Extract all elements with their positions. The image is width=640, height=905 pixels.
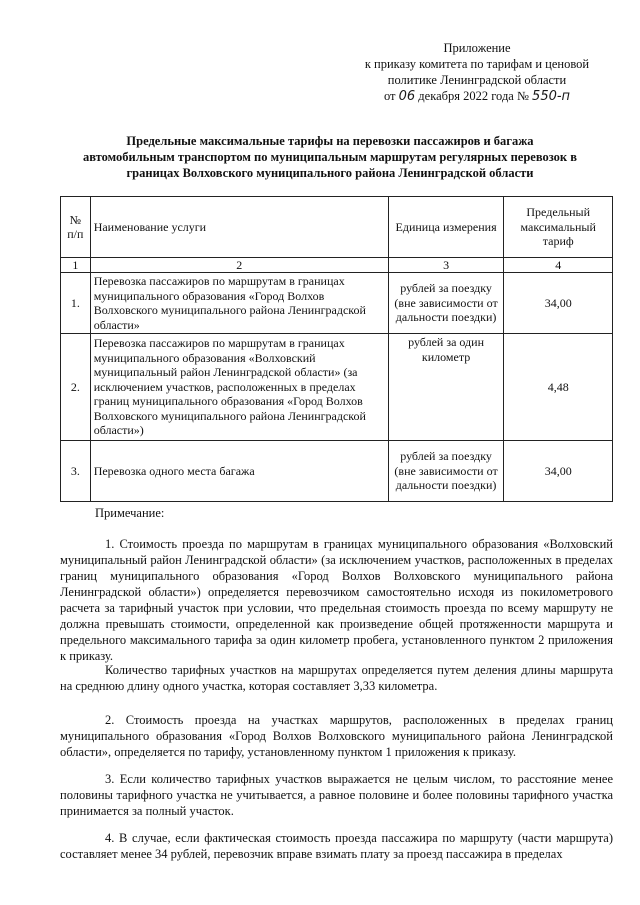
date-middle: декабря 2022 года № <box>418 89 529 103</box>
notes-label: Примечание: <box>95 506 165 520</box>
index-cell: 4 <box>504 258 613 273</box>
row-service-name: Перевозка пассажиров по маршрутам в границах муниципального образования «Волховский муниципальный район Ленинградской области» (за исключением участков, расположенных в пределах границ муниципального образования «Город Волхов Волховского муниципального района Ленинградской области») <box>90 334 388 441</box>
table-row <box>61 334 613 441</box>
note-paragraph-1 <box>60 536 613 664</box>
index-cell: 1 <box>61 258 91 273</box>
date-prefix: от <box>383 89 396 103</box>
row-price: 34,00 <box>504 441 613 502</box>
title-line-2: автомобильным транспортом по муниципальным маршрутам регулярных перевозок в <box>82 150 578 164</box>
tariffs-table <box>60 196 613 502</box>
appendix-title: Приложение <box>443 41 511 55</box>
note-paragraph-4 <box>60 771 613 819</box>
row-price: 4,48 <box>504 334 613 441</box>
note-paragraph-2 <box>60 662 613 694</box>
note-paragraph-5 <box>60 830 613 862</box>
table-header-row <box>61 197 613 258</box>
handwritten-day: 06 <box>398 89 416 104</box>
table-row <box>61 441 613 502</box>
note-text: 2. Стоимость проезда на участках маршрутов, расположенных в пределах границ муниципального образования «Город Волхов Волховского муниципального района Ленинградской области», определяется по тарифу, установленному пунктом 1 приложения к приказу. <box>60 713 613 759</box>
appendix-header <box>352 40 602 105</box>
note-text: 3. Если количество тарифных участков выражается не целым числом, то расстояние менее половины тарифного участка не учитывается, а равное половине и более половины тарифного участка принимается за полный участок. <box>60 772 613 818</box>
title-line-1: Предельные максимальные тарифы на перевозки пассажиров и багажа <box>126 134 534 148</box>
row-service-name: Перевозка пассажиров по маршрутам в границах муниципального образования «Город Волхов Волховского муниципального района Ленинградской области» <box>90 273 388 334</box>
row-service-name: Перевозка одного места багажа <box>90 441 388 502</box>
row-unit: рублей за один километр <box>388 334 504 441</box>
header-unit: Единица измерения <box>388 197 504 258</box>
handwritten-order-number: 550-п <box>532 89 571 104</box>
row-price: 34,00 <box>504 273 613 334</box>
appendix-line-2: политике Ленинградской области <box>387 73 567 87</box>
table-row <box>61 273 613 334</box>
index-cell: 2 <box>90 258 388 273</box>
note-text: Количество тарифных участков на маршрутах определяется путем деления длины маршрута на среднюю длину одного участка, которая составляет 3,33 километра. <box>60 663 613 693</box>
header-price: Предельный максимальный тариф <box>504 197 613 258</box>
row-unit: рублей за поездку (вне зависимости от дальности поездки) <box>388 273 504 334</box>
row-num: 3. <box>61 441 91 502</box>
note-paragraph-3 <box>60 712 613 760</box>
row-unit: рублей за поездку (вне зависимости от дальности поездки) <box>388 441 504 502</box>
appendix-line-1: к приказу комитета по тарифам и ценовой <box>364 57 590 71</box>
header-name: Наименование услуги <box>90 197 388 258</box>
document-title <box>60 133 600 181</box>
appendix-date-line <box>352 88 602 105</box>
row-num: 1. <box>61 273 91 334</box>
title-line-3: границах Волховского муниципального района Ленинградской области <box>126 166 534 180</box>
index-cell: 3 <box>388 258 504 273</box>
note-text: 1. Стоимость проезда по маршрутам в границах муниципального образования «Волховский муниципальный район Ленинградской области» (за исключением участков, расположенных в пределах границ муниципального образования «Город Волхов Волховского муниципального района Ленинградской области») определяется перевозчиком самостоятельно исходя из покилометрового расчета за тарифный участок при условии, что предельная стоимость проезда по всему маршруту не должна превышать стоимости, определенной как произведение общей протяженности маршрута и предельного максимального тарифа за один километр пробега, установленного пунктом 2 приложения к приказу. <box>60 537 613 663</box>
row-num: 2. <box>61 334 91 441</box>
header-num: № п/п <box>61 197 91 258</box>
table-index-row <box>61 258 613 273</box>
note-text: 4. В случае, если фактическая стоимость проезда пассажира по маршруту (части маршрута) составляет менее 34 рублей, перевозчик вправе взимать плату за проезд пассажира в пределах <box>60 831 613 861</box>
